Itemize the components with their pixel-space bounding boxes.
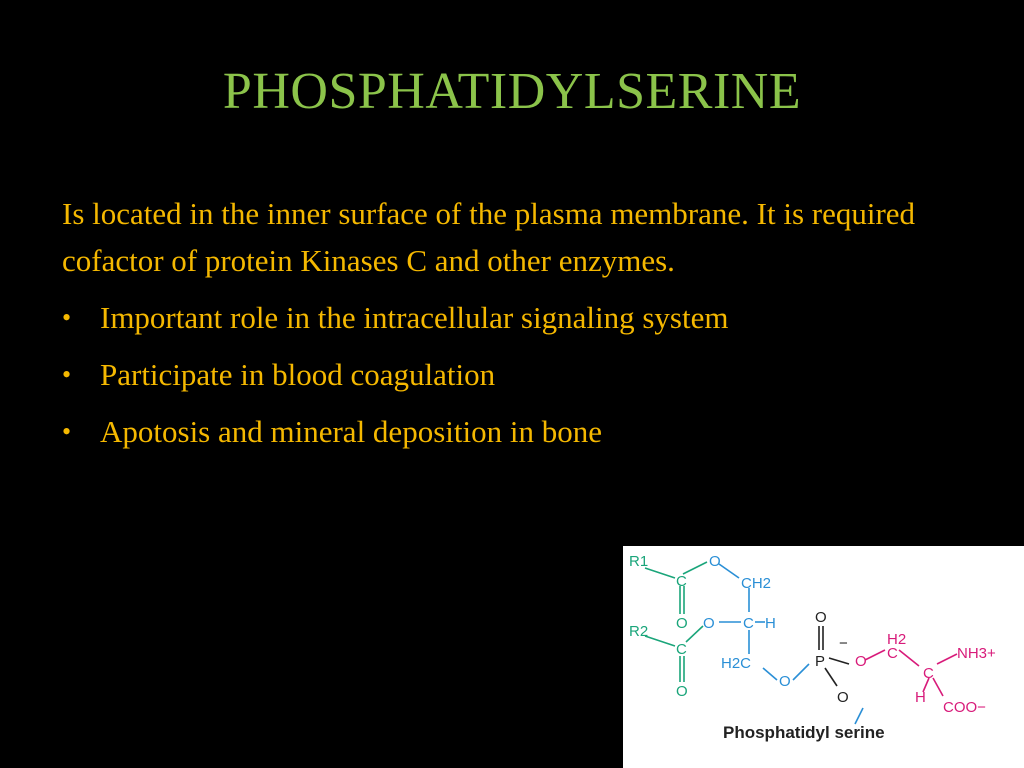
figure-caption: Phosphatidyl serine	[723, 723, 885, 742]
bullet-icon: •	[62, 303, 72, 332]
carbonyl-carbon-2: C	[676, 641, 687, 658]
glycerol-ch2-top: CH2	[741, 575, 772, 592]
list-item: • Important role in the intracellular signaling system	[62, 294, 962, 341]
serine-h2-label: H2	[887, 631, 907, 648]
phosphate-oxygen-top: O	[815, 609, 827, 626]
bullet-list	[62, 294, 962, 455]
structure-diagram	[623, 546, 1024, 768]
slide-title: PHOSPHATIDYLSERINE	[222, 63, 802, 120]
serine-ch2-carbon: C	[887, 645, 898, 662]
carbonyl-oxygen-1: O	[676, 615, 688, 632]
carbonyl-carbon-1: C	[676, 573, 687, 590]
phosphatidylserine-structure-figure	[623, 546, 1024, 768]
serine-oxygen: O	[855, 653, 867, 670]
carbonyl-oxygen-2: O	[676, 683, 688, 700]
glycerol-central-carbon: C	[743, 615, 754, 632]
serine-hydrogen: H	[915, 689, 926, 706]
bullet-icon: •	[62, 360, 72, 389]
carboxylate-group: COO−	[943, 699, 986, 716]
r2-label: R2	[629, 623, 649, 640]
ester-oxygen-2: O	[703, 615, 715, 632]
glycerol-hydrogen: H	[765, 615, 776, 632]
ester-oxygen-1: O	[709, 553, 721, 570]
list-item: • Apotosis and mineral deposition in bone	[62, 408, 962, 455]
phosphorus-atom: P	[815, 653, 826, 670]
bullet-icon: •	[62, 417, 72, 446]
slide-body	[62, 190, 962, 465]
glycerol-h2c-bottom: H2C	[721, 655, 752, 672]
phosphate-ester-oxygen: O	[779, 673, 791, 690]
intro-paragraph: Is located in the inner surface of the plasma membrane. It is required cofactor of protein Kinases C and other enzymes.	[62, 196, 916, 278]
list-item: • Participate in blood coagulation	[62, 351, 962, 398]
serine-alpha-carbon: C	[923, 665, 934, 682]
amino-group: NH3+	[957, 645, 996, 662]
r1-label: R1	[629, 553, 649, 570]
phosphate-oxygen-bottom: O	[837, 689, 849, 706]
phosphate-charge: −	[839, 635, 848, 652]
